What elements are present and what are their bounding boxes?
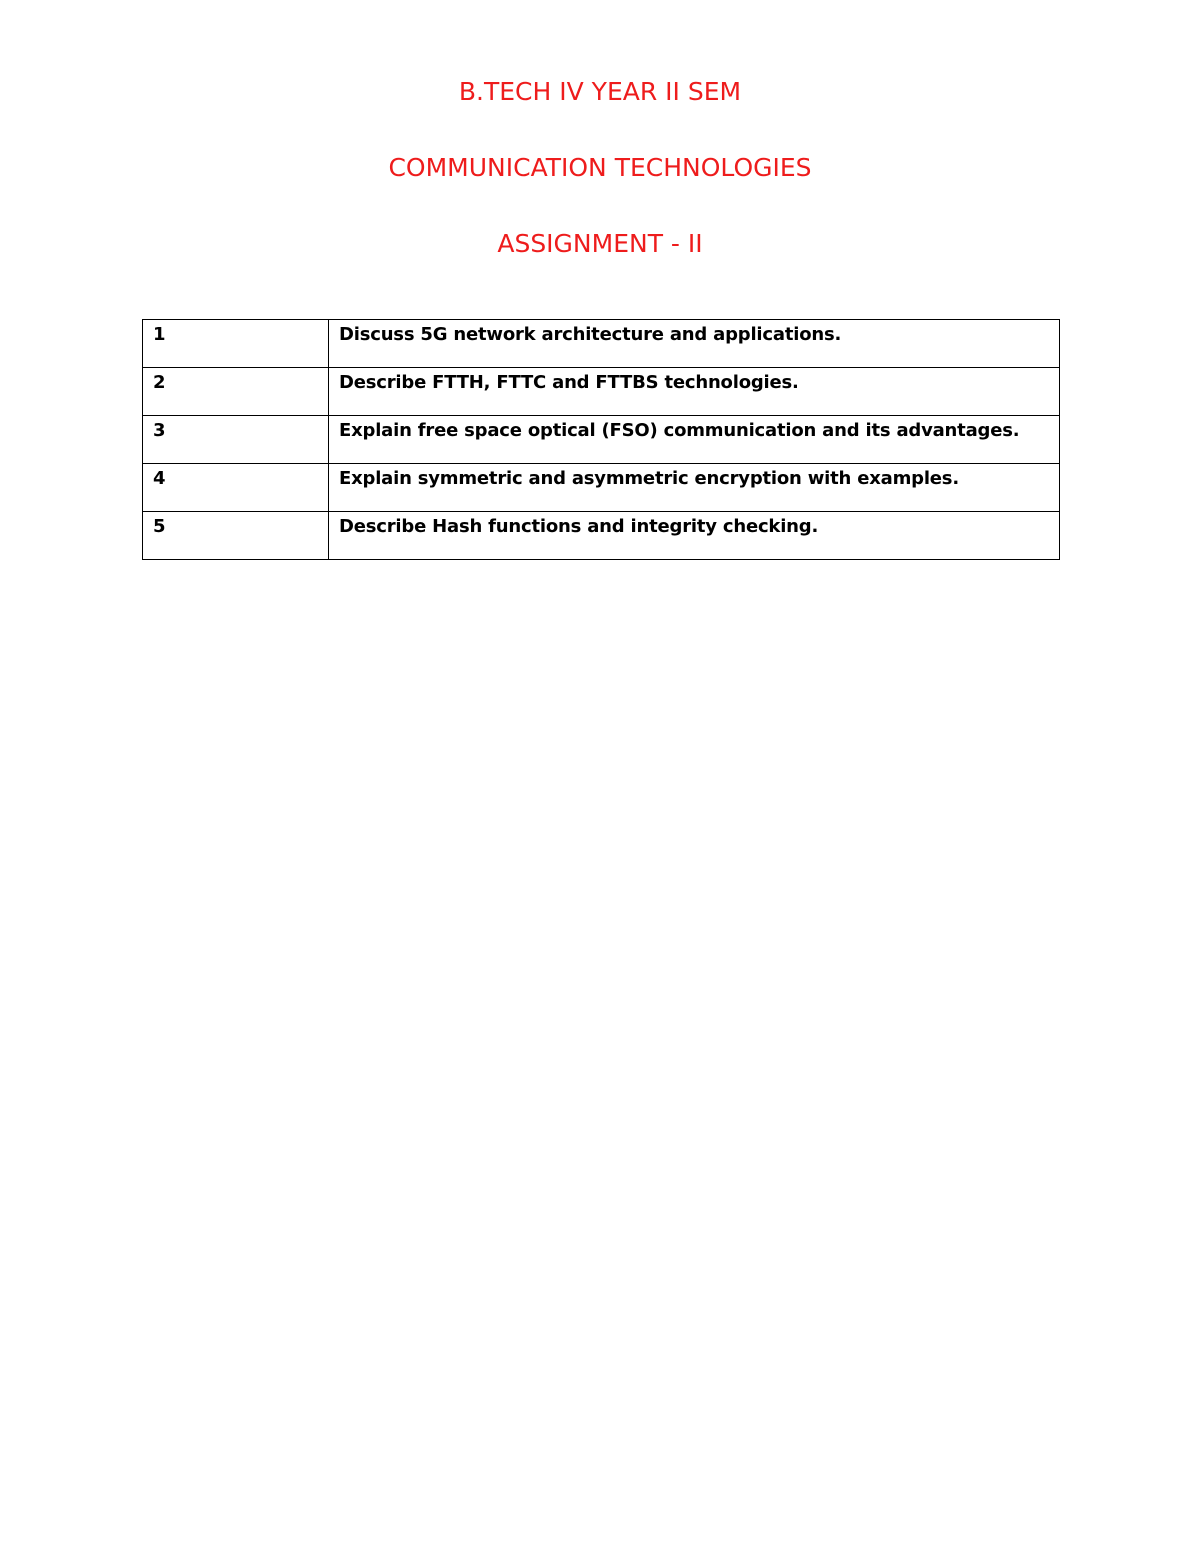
question-number-cell [143,416,329,464]
question-number: 2 [153,372,166,393]
question-text: Describe FTTH, FTTC and FTTBS technologies. [339,372,799,393]
course-year-heading: B.TECH IV YEAR II SEM [458,77,742,106]
question-text: Describe Hash functions and integrity checking. [339,516,819,537]
question-text-cell [329,416,1060,464]
question-text-cell [329,512,1060,560]
question-text: Explain symmetric and asymmetric encryption with examples. [339,468,959,489]
assignment-heading: ASSIGNMENT - II [497,229,703,258]
table-row [143,368,1060,416]
subject-heading: COMMUNICATION TECHNOLOGIES [388,153,812,182]
question-number-cell [143,464,329,512]
question-number: 3 [153,420,166,441]
question-text-cell [329,464,1060,512]
question-number-cell [143,512,329,560]
question-text: Explain free space optical (FSO) communication and its advantages. [339,420,1020,441]
question-number: 1 [153,324,166,345]
question-number: 5 [153,516,166,537]
table-row [143,416,1060,464]
table-row [143,512,1060,560]
question-number-cell [143,368,329,416]
question-number-cell [143,320,329,368]
question-text: Discuss 5G network architecture and applications. [339,324,842,345]
question-text-cell [329,320,1060,368]
table-row [143,320,1060,368]
question-number: 4 [153,468,166,489]
question-text-cell [329,368,1060,416]
questions-table [142,319,1060,560]
table-row [143,464,1060,512]
